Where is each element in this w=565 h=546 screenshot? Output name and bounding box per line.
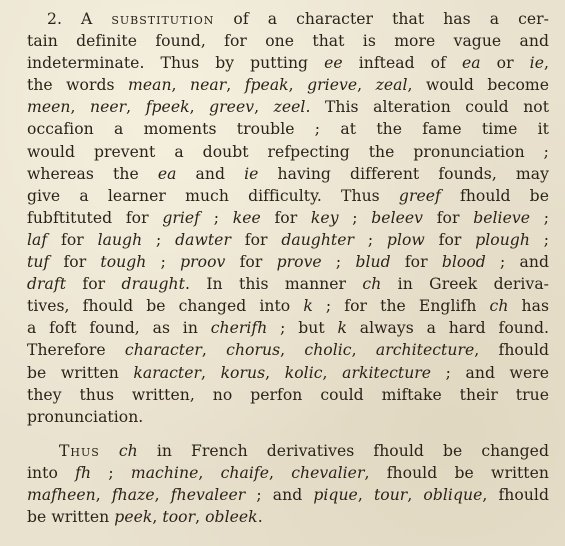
text-run: a foft found, as in [27,319,211,338]
text-run: cherifh [210,319,268,338]
text-line [27,295,549,317]
text-run: for [423,208,474,227]
text-run: zeel. [273,98,311,117]
text-run: for [230,230,282,249]
text-run: key [310,208,339,227]
text-run: , [357,76,376,95]
text-run: having different founds, may [258,164,549,183]
text-run: greev [209,98,255,117]
text-run: give a learner much difficulty. Thus [27,186,399,205]
text-line [27,273,549,295]
text-run: peek [114,508,153,527]
text-run: ; and [485,253,549,272]
text-run: zeal [375,76,408,95]
text-run: draught [121,275,185,294]
text-run: ; [142,230,176,249]
text-run: This alteration could not [310,98,549,117]
text-run: , [95,485,112,504]
text-run: or [480,54,530,73]
text-run: . [257,508,263,527]
text-line [27,52,549,74]
text-line [27,30,549,52]
text-run: they thus written, no perfon could miftake their true [27,385,549,404]
text-run: oblique [423,485,483,504]
text-run: laf [27,230,48,249]
text-run: of a character that has a cer- [214,10,549,28]
text-run: plow [386,230,425,249]
text-run: obleek [205,508,258,527]
text-run: mean [127,76,172,95]
text-run: prove [276,253,322,272]
text-run: ; [530,208,549,227]
text-run: , [154,485,171,504]
text-line [27,118,549,140]
text-run: , [70,98,91,117]
text-run: tain definite found, for one that is more vague and [27,32,549,51]
text-line [27,251,549,273]
text-run: indeterminate. Thus by putting [27,54,325,73]
text-line [27,163,549,185]
text-run: for [424,230,476,249]
text-run: , [198,463,221,482]
text-run: character [124,341,202,360]
text-run: , fhould [474,341,549,360]
text-run: ; [321,253,356,272]
text-run: laugh [97,230,143,249]
text-line [27,229,549,251]
text-run: cholic [304,341,352,360]
text-run: , [254,98,274,117]
text-run: ; [200,208,233,227]
text-run: korus [220,363,266,382]
text-run: the words [27,76,128,95]
text-run: ; and were [431,363,549,382]
text-line [27,406,549,428]
text-run: ; [91,463,131,482]
text-run: , [288,76,308,95]
text-run: pique [313,485,358,504]
text-run: ch [118,441,138,460]
text-line [27,185,549,207]
text-run: ie [244,164,259,183]
text-run: always a hard found. [346,319,549,338]
text-run: fpeek [145,98,190,117]
text-run: toor [162,508,196,527]
text-run: , [357,485,374,504]
text-line [27,74,549,96]
text-run: for [49,253,101,272]
text-run: for [390,253,442,272]
text-run: , [268,463,292,482]
text-line [27,317,549,339]
text-run: , [200,363,221,382]
text-run: kee [232,208,261,227]
text-run: , [351,341,376,360]
text-line [27,362,549,384]
text-run: neer [90,98,127,117]
text-run: , [280,341,305,360]
text-run: blud [355,253,391,272]
text-run: for [66,275,122,294]
text-run: substitution [111,10,215,28]
text-run: in Greek deriva- [381,275,549,294]
text-run: . In this manner [184,275,363,294]
text-run: ea [461,54,481,73]
text-run: , [201,341,227,360]
text-run: proov [180,253,226,272]
text-run: , [126,98,146,117]
text-run: would prevent a doubt refpecting the pronunciation ; [27,142,549,161]
text-run: ; [354,230,387,249]
text-run: be written [27,363,134,382]
text-run: fhould be [440,186,549,205]
text-run: for [260,208,311,227]
text-line [27,207,549,229]
text-run: , [407,485,424,504]
text-run: , [195,508,206,527]
text-run: tives, fhould be changed into [27,297,304,316]
text-run: , [265,363,285,382]
text-run: architecture [375,341,475,360]
text-run: Therefore [27,341,125,360]
text-run: ; and [245,485,314,504]
text-run: tour [373,485,408,504]
text-run: in French derivatives fhould be changed [137,441,549,460]
text-line [27,141,549,163]
text-run: mafheen [27,485,96,504]
text-run: has [508,297,549,316]
paragraph-1 [27,8,549,428]
text-run: k [337,319,347,338]
text-run: for [47,230,98,249]
text-run: daughter [281,230,355,249]
text-run: ; for the Englifh [312,297,490,316]
text-line [27,384,549,406]
text-run: draft [27,275,67,294]
text-run: ie [529,54,544,73]
text-run: k [303,297,313,316]
page-text [27,8,549,528]
text-line [27,440,549,462]
text-run: and [176,164,245,183]
text-run: ; but [267,319,338,338]
text-run: , fhould [482,485,549,504]
text-run: near [190,76,227,95]
text-line [27,339,549,361]
text-run: , [226,76,245,95]
text-run: ee [324,54,343,73]
text-run: , [543,54,549,73]
text-run: whereas the [27,164,158,183]
text-run: , [152,508,163,527]
text-run: beleev [371,208,424,227]
text-run: chevalier [291,463,365,482]
text-run: tough [100,253,147,272]
paragraph-2 [27,440,549,528]
text-run: , [322,363,343,382]
text-run: fubftituted for [27,208,163,227]
text-run: tuf [27,253,50,272]
text-run: fhevaleer [170,485,246,504]
text-run: 2. A [47,10,112,28]
text-run: ; [338,208,372,227]
text-run: , [189,98,210,117]
text-run: believe [473,208,530,227]
text-run: fpeak [244,76,289,95]
text-run: Thus [59,441,100,460]
text-run: ch [362,275,382,294]
text-run: ea [157,164,177,183]
text-run: ; [146,253,181,272]
text-run: karacter [133,363,201,382]
text-run: kolic [284,363,323,382]
text-run: arkitecture [342,363,432,382]
text-run: chorus [226,341,281,360]
text-run: chaife [220,463,269,482]
text-line [27,484,549,506]
text-run: ; [529,230,549,249]
text-run: greef [398,186,441,205]
text-run: , fhould be written [364,463,549,482]
text-line [27,96,549,118]
text-run: plough [475,230,530,249]
text-run: blood [441,253,486,272]
text-line [27,462,549,484]
text-run: pronunciation. [27,407,144,426]
text-run: ch [489,297,509,316]
text-run: fh [75,463,92,482]
text-run [100,442,119,460]
text-run: into [27,463,76,482]
text-line [27,506,549,528]
text-run: be written [27,508,115,527]
text-run: , would become [407,76,549,95]
text-run: grief [162,208,200,227]
text-run: occafion a moments trouble ; at the fame time it [27,120,549,139]
text-line [27,8,549,30]
text-run: machine [130,463,199,482]
text-run: grieve [307,76,358,95]
text-run: dawter [175,230,231,249]
text-run: , [171,76,190,95]
text-run: fhaze [111,485,155,504]
text-run: meen [27,98,71,117]
text-run: for [225,253,277,272]
text-run: inftead of [342,54,462,73]
